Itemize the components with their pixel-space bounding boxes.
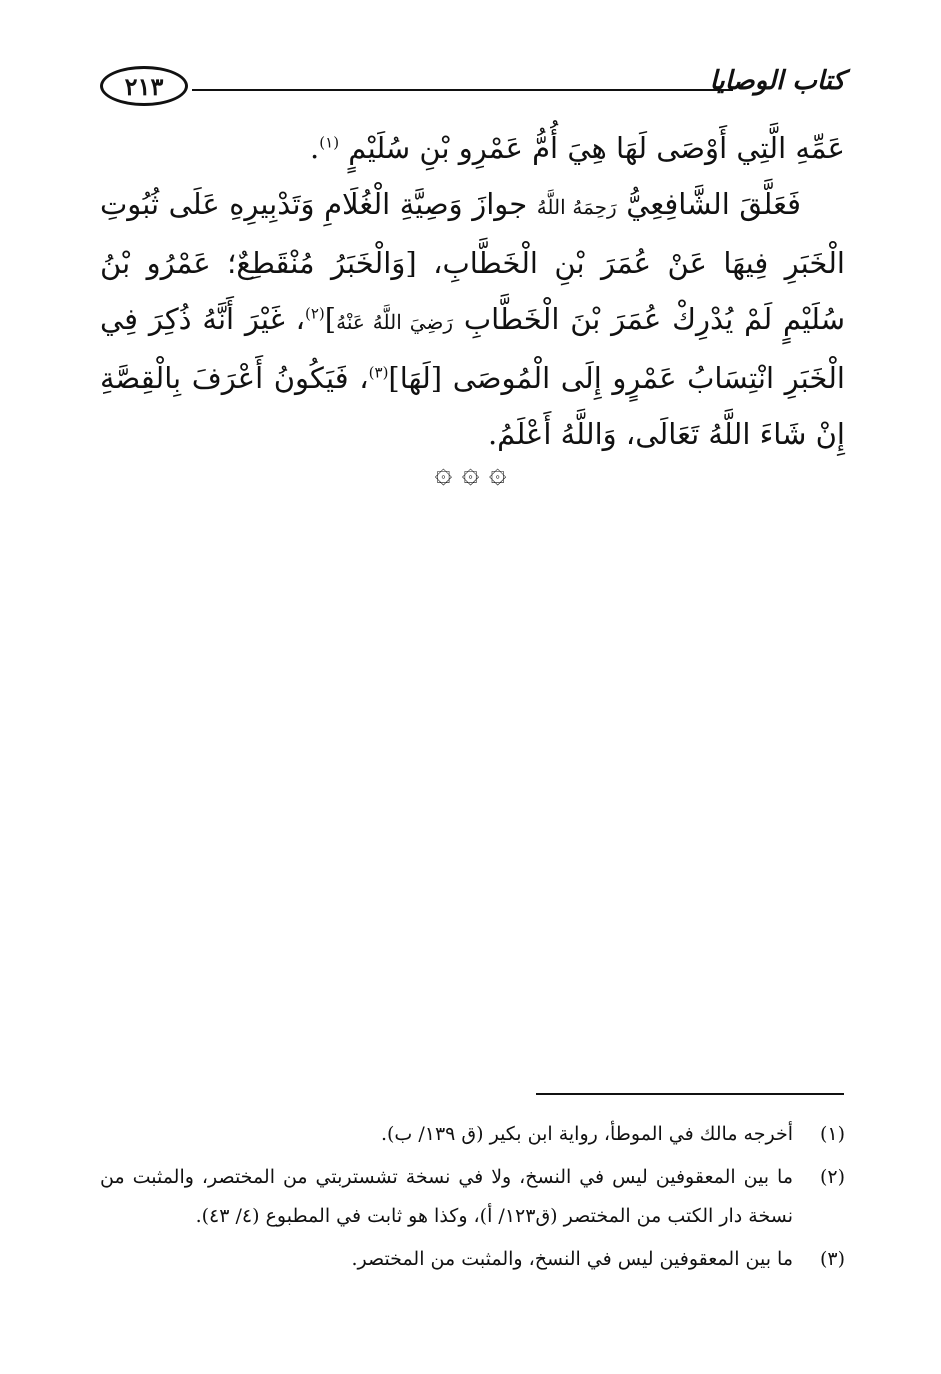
honorific-glyph-2: رَضِيَ اللَّهُ عَنْهُ xyxy=(336,310,454,334)
line-1-text: عَمِّهِ الَّتِي أَوْصَى لَهَا هِيَ أُمُّ عَمْرِو بْنِ سُلَيْمٍ xyxy=(348,131,845,165)
paragraph-2-part-d: ، غَيْرَ أَنَّهُ ذُكِرَ فِي الْخَبَرِ انْتِسَابُ عَمْرٍو إِلَى الْمُوصَى [لَهَا] xyxy=(100,302,845,395)
footnote-ref-1[interactable]: (١) xyxy=(319,133,340,152)
footnotes xyxy=(100,1115,845,1283)
footnote-separator xyxy=(536,1093,844,1095)
page-number: ٢١٣ xyxy=(100,66,188,106)
paragraph-2-part-a: فَعَلَّقَ الشَّافِعِيُّ xyxy=(626,187,801,221)
footnote-number: (١) xyxy=(819,1123,845,1145)
paragraph-2-part-e: ، فَيَكُونُ أَعْرَفَ بِالْقِصَّةِ إِنْ شَاءَ اللَّهُ تَعَالَى، وَاللَّهُ أَعْلَمُ. xyxy=(100,361,845,451)
footnote-number: (٣) xyxy=(819,1248,845,1270)
footnote-number: (٢) xyxy=(819,1166,845,1188)
footnote-1 xyxy=(100,1115,845,1154)
paragraph-1 xyxy=(100,120,845,176)
honorific-glyph-1: رَحِمَهُ اللَّهُ xyxy=(536,195,617,219)
section-end-ornament: ۞ ۞ ۞ xyxy=(434,455,507,490)
paragraph-2 xyxy=(100,176,845,462)
footnote-2 xyxy=(100,1158,845,1236)
running-header xyxy=(100,62,845,122)
footnote-text: أخرجه مالك في الموطأ، رواية ابن بكير (ق ١٣٩/ ب). xyxy=(380,1123,793,1145)
footnote-3 xyxy=(100,1240,845,1279)
footnote-ref-3[interactable]: (٣) xyxy=(368,363,389,382)
footnote-ref-2[interactable]: (٢) xyxy=(305,304,325,323)
header-rule xyxy=(192,89,733,91)
paragraph-2-part-b: جوازَ وَصِيَّةِ الْغُلَامِ وَتَدْبِيرِهِ عَلَى ثُبُوتِ الْخَبَرِ فِيهَا عَنْ عُمَرَ بْنِ الْخَطَّابِ، [وَالْخَبَرُ مُنْقَطِعٌ؛ عَمْرُو بْنُ سُلَيْمٍ لَمْ يُدْرِكْ عُمَرَ بْنَ الْخَطَّابِ xyxy=(100,187,846,336)
footnote-text: ما بين المعقوفين ليس في النسخ، والمثبت من المختصر. xyxy=(351,1248,793,1270)
footnote-text: ما بين المعقوفين ليس في النسخ، ولا في نسخة تشستربتي من المختصر، والمثبت من نسخة دار الكتب من المختصر (ق١٢٣/ أ)، وكذا هو ثابت في المطبوع (٤/ ٤٣). xyxy=(100,1166,793,1227)
closing-bracket: ] xyxy=(324,302,337,336)
main-text xyxy=(100,120,845,462)
line-1-end: . xyxy=(310,131,320,165)
chapter-title: كتاب الوصايا xyxy=(709,66,845,96)
